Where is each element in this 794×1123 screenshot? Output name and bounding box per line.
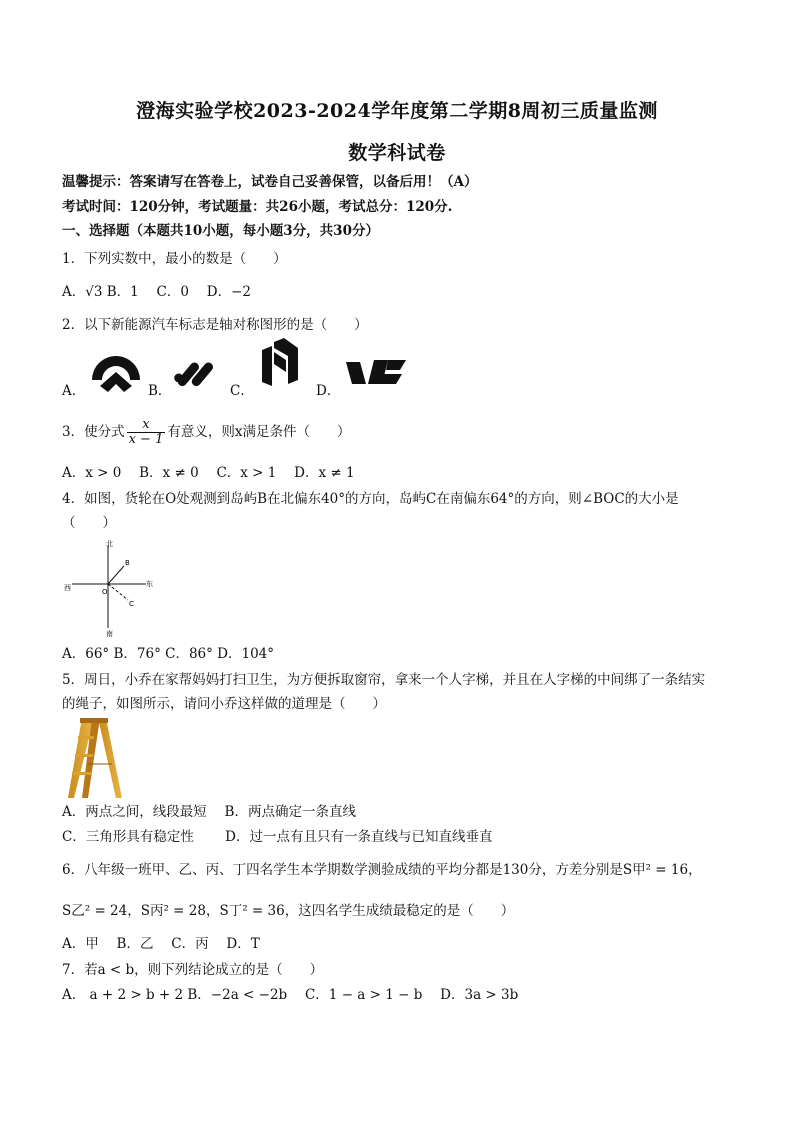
q3-fraction xyxy=(127,418,166,447)
q4-fig-c: C xyxy=(129,600,134,608)
q3-frac-den: x − 1 xyxy=(128,432,164,447)
q1-stem: 1．下列实数中，最小的数是（ ） xyxy=(62,251,287,267)
q5-options-line1: A．两点之间，线段最短 B．两点确定一条直线 xyxy=(62,804,356,820)
q3-stem-before: 3．使分式 xyxy=(62,424,125,440)
q2-logo-c-icon xyxy=(258,338,300,390)
tip-text: 温馨提示：答案请写在答卷上，试卷自己妥善保管，以备后用！（A） xyxy=(62,174,478,190)
q2-label-d: D． xyxy=(316,383,341,399)
q5-stem-line2: 的绳子，如图所示，请问小乔这样做的道理是（ ） xyxy=(62,696,386,712)
exam-subtitle: 数学科试卷 xyxy=(348,142,446,164)
q2-logo-d-icon xyxy=(344,356,410,390)
q2-stem: 2．以下新能源汽车标志是轴对称图形的是（ ） xyxy=(62,317,368,333)
q2-label-b: B． xyxy=(148,383,172,399)
q4-options: A．66° B．76° C．86° D．104° xyxy=(62,646,274,662)
q4-fig-east: 东 xyxy=(146,580,153,588)
q3-stem xyxy=(62,417,742,447)
exam-title: 澄海实验学校2023-2024学年度第二学期8周初三质量监测 xyxy=(136,100,658,122)
q5-options-line2: C．三角形具有稳定性 D．过一点有且只有一条直线与已知直线垂直 xyxy=(62,829,493,845)
q4-fig-west: 西 xyxy=(64,584,71,592)
q2-logo-b-icon xyxy=(172,356,222,390)
section-heading: 一、选择题（本题共10小题，每小题3分，共30分） xyxy=(62,223,379,239)
q7-stem: 7．若a < b，则下列结论成立的是（ ） xyxy=(62,962,324,978)
q2-logo-a-icon xyxy=(88,342,144,394)
q1-options: A．√3 B．1 C．0 D．−2 xyxy=(62,284,251,300)
q4-fig-south: 南 xyxy=(106,630,113,638)
q3-frac-num: x xyxy=(127,418,166,433)
q4-compass-figure xyxy=(62,538,162,638)
q5-ladder-image xyxy=(62,716,128,800)
q4-stem-line2: （ ） xyxy=(62,515,116,531)
q6-options: A．甲 B．乙 C．丙 D．T xyxy=(62,936,260,952)
q7-options: A． a + 2 > b + 2 B．−2a < −2b C．1 − a > 1 − b D．3a > 3b xyxy=(62,987,519,1003)
q3-options: A．x > 0 B．x ≠ 0 C．x > 1 D．x ≠ 1 xyxy=(62,465,355,481)
q4-fig-north: 北 xyxy=(106,540,113,548)
q5-stem-line1: 5．周日，小乔在家帮妈妈打扫卫生，为方便拆取窗帘，拿来一个人字梯，并且在人字梯的中间绑了一条结实 xyxy=(62,672,706,688)
q4-fig-o: O xyxy=(102,588,108,596)
q2-label-c: C． xyxy=(230,383,254,399)
q2-label-a: A． xyxy=(62,383,86,399)
exam-info-text: 考试时间：120分钟，考试题量：共26小题，考试总分：120分. xyxy=(62,199,453,215)
q3-stem-after: 有意义，则x满足条件（ ） xyxy=(167,424,351,440)
q4-fig-b: B xyxy=(125,559,130,567)
q6-stem-line1: 6．八年级一班甲、乙、丙、丁四名学生本学期数学测验成绩的平均分都是130分，方差分别是S甲² = 16， xyxy=(62,862,702,878)
q6-stem-line2: S乙² = 24，S丙² = 28，S丁² = 36，这四名学生成绩最稳定的是（ ） xyxy=(62,903,515,919)
q4-stem-line1: 4．如图，货轮在O处观测到岛屿B在北偏东40°的方向，岛屿C在南偏东64°的方向，则∠BOC的大小是 xyxy=(62,491,679,507)
